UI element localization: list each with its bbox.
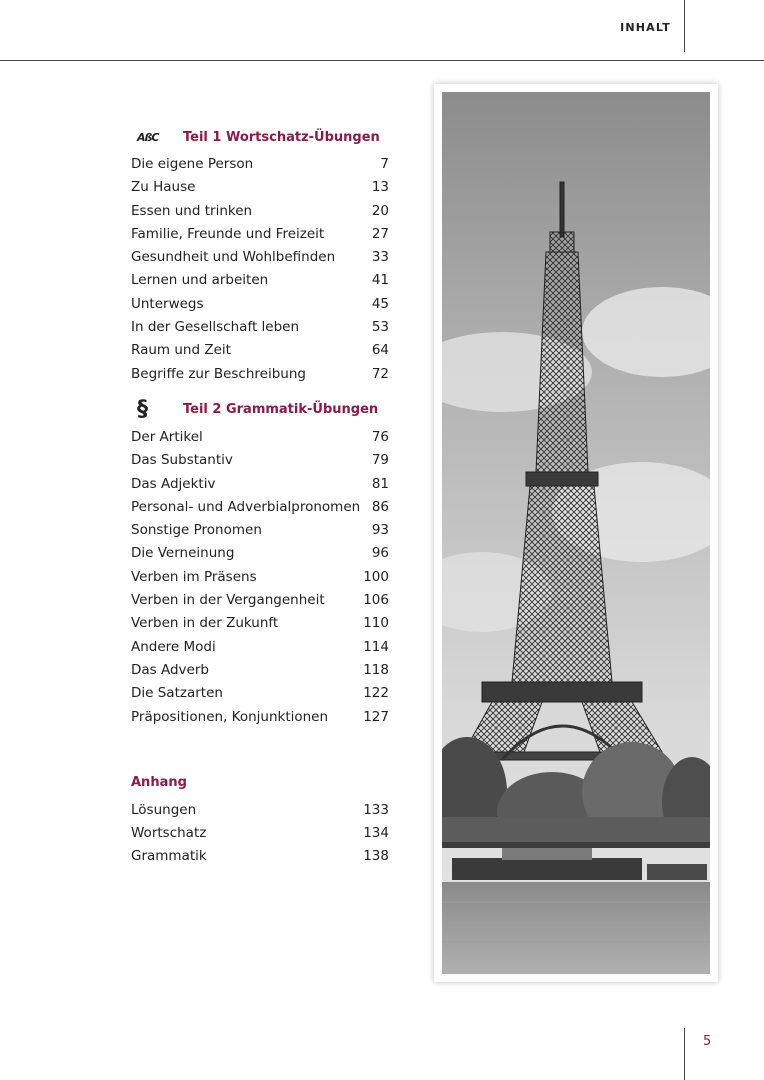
- toc-entry-label: Das Adverb: [131, 661, 209, 678]
- running-header: INHALT: [620, 21, 671, 34]
- toc-entry: [131, 429, 389, 452]
- toc-entry-label: Begriffe zur Beschreibung: [131, 365, 306, 382]
- toc-entry-page: 114: [363, 638, 389, 655]
- toc-entry-label: Die Verneinung: [131, 545, 235, 562]
- eiffel-tower-photo: [442, 92, 710, 974]
- toc-entry: [131, 802, 389, 825]
- toc-entry-page: 138: [363, 848, 389, 865]
- toc-entry-page: 93: [371, 522, 389, 539]
- toc-entry-label: Zu Hause: [131, 179, 196, 196]
- toc-entry-page: 64: [371, 342, 389, 359]
- toc-entry-page: 122: [363, 685, 389, 702]
- toc-entry-label: Verben im Präsens: [131, 568, 257, 585]
- toc-entry-label: Präpositionen, Konjunktionen: [131, 708, 329, 725]
- toc-entry-page: 79: [371, 452, 389, 469]
- toc-entry-page: 110: [363, 615, 389, 632]
- toc-entry-label: Andere Modi: [131, 638, 216, 655]
- toc-entry: [131, 249, 389, 272]
- toc-entry-page: 7: [380, 156, 389, 172]
- toc-entry-page: 134: [363, 825, 389, 842]
- toc-entry-label: Lösungen: [131, 801, 197, 818]
- toc-entry: [131, 709, 389, 732]
- toc-entry-label: Verben in der Zukunft: [131, 615, 279, 632]
- header-divider: [684, 0, 685, 52]
- toc-entry-label: Die eigene Person: [131, 156, 254, 172]
- toc-entry: [131, 226, 389, 249]
- appendix-title: Anhang: [131, 774, 187, 790]
- toc-entry-label: Personal- und Adverbialpronomen: [131, 498, 361, 515]
- photo-frame: [434, 84, 718, 982]
- entry-list-appendix: [131, 802, 389, 872]
- toc-entry: [131, 639, 389, 662]
- toc-entry-label: Wortschatz: [131, 825, 207, 842]
- toc-entry: [131, 272, 389, 295]
- toc-entry-page: 45: [371, 295, 389, 312]
- toc-entry: [131, 685, 389, 708]
- toc-entry: [131, 569, 389, 592]
- toc-entry: [131, 319, 389, 342]
- toc-entry-page: 81: [371, 475, 389, 492]
- toc-entry: [131, 522, 389, 545]
- toc-entry: [131, 476, 389, 499]
- toc-entry-label: Das Adjektiv: [131, 475, 216, 492]
- header-rule: [0, 60, 764, 61]
- toc-entry: [131, 592, 389, 615]
- section-title: Teil 1 Wortschatz-Übungen: [183, 129, 380, 145]
- toc-entry: [131, 848, 389, 871]
- toc-entry-label: Raum und Zeit: [131, 342, 231, 359]
- toc-entry: [131, 203, 389, 226]
- toc-entry-label: Familie, Freunde und Freizeit: [131, 225, 325, 242]
- toc-entry-page: 106: [363, 592, 389, 609]
- table-of-contents: [131, 124, 389, 872]
- toc-entry-page: 72: [371, 365, 389, 382]
- toc-entry-label: In der Gesellschaft leben: [131, 319, 300, 336]
- toc-entry-page: 118: [363, 661, 389, 678]
- footer-divider: [684, 1028, 685, 1080]
- toc-entry: [131, 452, 389, 475]
- toc-entry-page: 53: [371, 319, 389, 336]
- toc-entry-label: Das Substantiv: [131, 452, 233, 469]
- toc-entry-page: 41: [371, 272, 389, 289]
- toc-entry-page: 127: [363, 708, 389, 725]
- toc-entry: [131, 366, 389, 389]
- toc-entry: [131, 545, 389, 568]
- toc-entry-page: 133: [363, 801, 389, 818]
- eiffel-tower-icon: [442, 92, 710, 974]
- toc-entry: [131, 296, 389, 319]
- toc-entry-label: Gesundheit und Wohlbefinden: [131, 249, 336, 266]
- toc-entry: [131, 179, 389, 202]
- toc-entry-page: 100: [363, 568, 389, 585]
- section-heading-wortschatz: [131, 124, 389, 150]
- toc-entry-page: 96: [371, 545, 389, 562]
- toc-entry-label: Essen und trinken: [131, 202, 253, 219]
- toc-entry-page: 86: [371, 498, 389, 515]
- toc-entry-page: 27: [371, 225, 389, 242]
- toc-entry: [131, 662, 389, 685]
- section-title: Teil 2 Grammatik-Übungen: [183, 402, 379, 418]
- entry-list-wortschatz: [131, 156, 389, 389]
- toc-entry-label: Lernen und arbeiten: [131, 272, 269, 289]
- toc-entry-label: Die Satzarten: [131, 685, 223, 702]
- toc-entry-page: 20: [371, 202, 389, 219]
- toc-entry-label: Grammatik: [131, 848, 207, 865]
- toc-entry-label: Unterwegs: [131, 295, 204, 312]
- page-number: 5: [703, 1034, 712, 1049]
- toc-entry: [131, 342, 389, 365]
- toc-entry: [131, 615, 389, 638]
- paragraph-icon: §: [137, 396, 148, 422]
- toc-entry-label: Der Artikel: [131, 428, 203, 445]
- toc-entry-page: 13: [371, 179, 389, 196]
- toc-entry: [131, 825, 389, 848]
- entry-list-grammatik: [131, 429, 389, 732]
- abc-icon: AßC: [137, 130, 159, 144]
- toc-entry-page: 33: [371, 249, 389, 266]
- toc-entry-page: 76: [371, 428, 389, 445]
- toc-entry-label: Sonstige Pronomen: [131, 522, 262, 539]
- toc-entry: [131, 156, 389, 179]
- section-heading-grammatik: [131, 397, 389, 423]
- toc-entry: [131, 499, 389, 522]
- toc-entry-label: Verben in der Vergangenheit: [131, 592, 325, 609]
